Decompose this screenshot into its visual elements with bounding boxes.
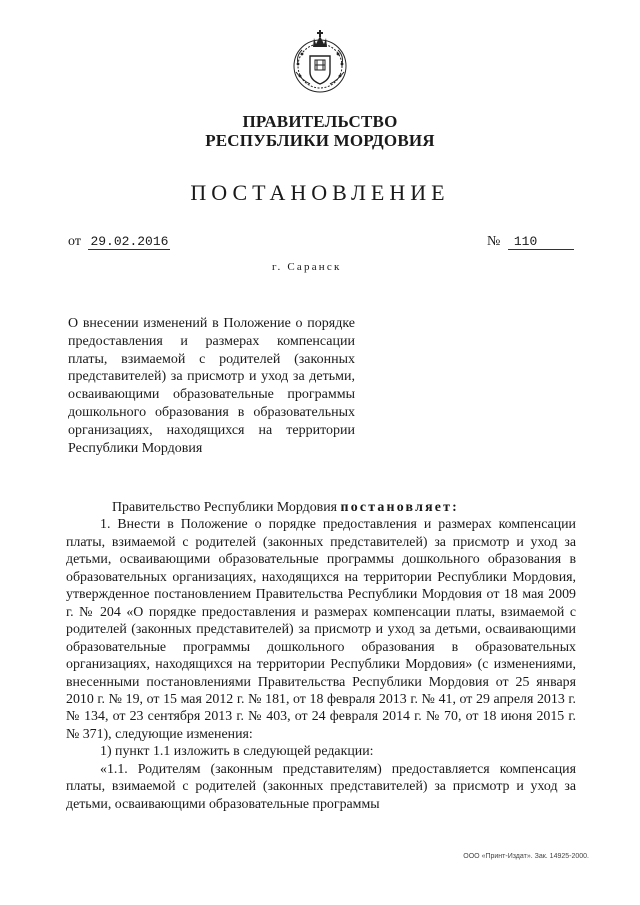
paragraph-2: 1) пункт 1.1 изложить в следующей редакции: xyxy=(100,744,374,760)
number-value: 110 xyxy=(508,234,574,250)
date-value: 29.02.2016 xyxy=(90,234,169,249)
coat-of-arms-emblem xyxy=(288,28,352,96)
document-type-title: ПОСТАНОВЛЕНИЕ xyxy=(190,180,450,205)
city-line: г. Саранск xyxy=(272,261,342,273)
paragraph-1: 1. Внести в Положение о порядке предоставления и размерах компенсации платы, взимаемой с родителей (законных представителей) за присмотр и уход за детьми, осваивающими образовательные программы дошкольного образования в образовательных организациях, находящихся на территории Республики Мордовия, утвержденное постановлением Правительства Республики Мордовия от 18 мая 2009 г. № 204 «О порядке предоставления и размерах компенсации платы, взимаемой с родителей (законных представителей) за присмотр и уход за детьми, осваивающими образовательные программы дошкольного образования в образовательных организациях, находящихся на территории Республики Мордовия» (с изменениями, внесенными постановлениями Правительства Республики Мордовия от 25 января 2010 г. № 19, от 15 мая 2012 г. № 181, от 18 февраля 2013 г. № 41, от 29 апреля 2013 г. № 134, от 23 сентября 2013 г. № 403, от 24 февраля 2014 г. № 70, от 18 июня 2015 г. № 371), следующие изменения: xyxy=(66,517,576,742)
intro-paragraph xyxy=(66,499,576,516)
intro-text: Правительство Республики Мордовия xyxy=(112,500,341,515)
intro-decree-word: постановляет: xyxy=(340,500,459,515)
document-body xyxy=(66,499,576,813)
government-title-line1: ПРАВИТЕЛЬСТВО xyxy=(242,112,398,131)
print-footer: ООО «Принт-Издат». Зак. 14925-2000. xyxy=(463,853,589,860)
number-label: № xyxy=(487,234,501,249)
number-line xyxy=(487,234,574,250)
paragraph-3: «1.1. Родителям (законным представителям) предоставляется компенсация платы, взимаемой с родителей (законных представителей) за присмотр и уход за детьми, осваивающими образовательные программы xyxy=(66,761,576,812)
document-subject: О внесении изменений в Положение о порядке предоставления и размерах компенсации платы, взимаемой с родителей (законных представителей) за присмотр и уход за детьми, осваивающими образовательные программы дошкольного образования в образовательных организациях, находящихся на территории Республики Мордовия xyxy=(68,316,355,456)
date-line xyxy=(68,234,170,250)
government-title-line2: РЕСПУБЛИКИ МОРДОВИЯ xyxy=(205,131,435,150)
date-label: от xyxy=(68,234,81,249)
